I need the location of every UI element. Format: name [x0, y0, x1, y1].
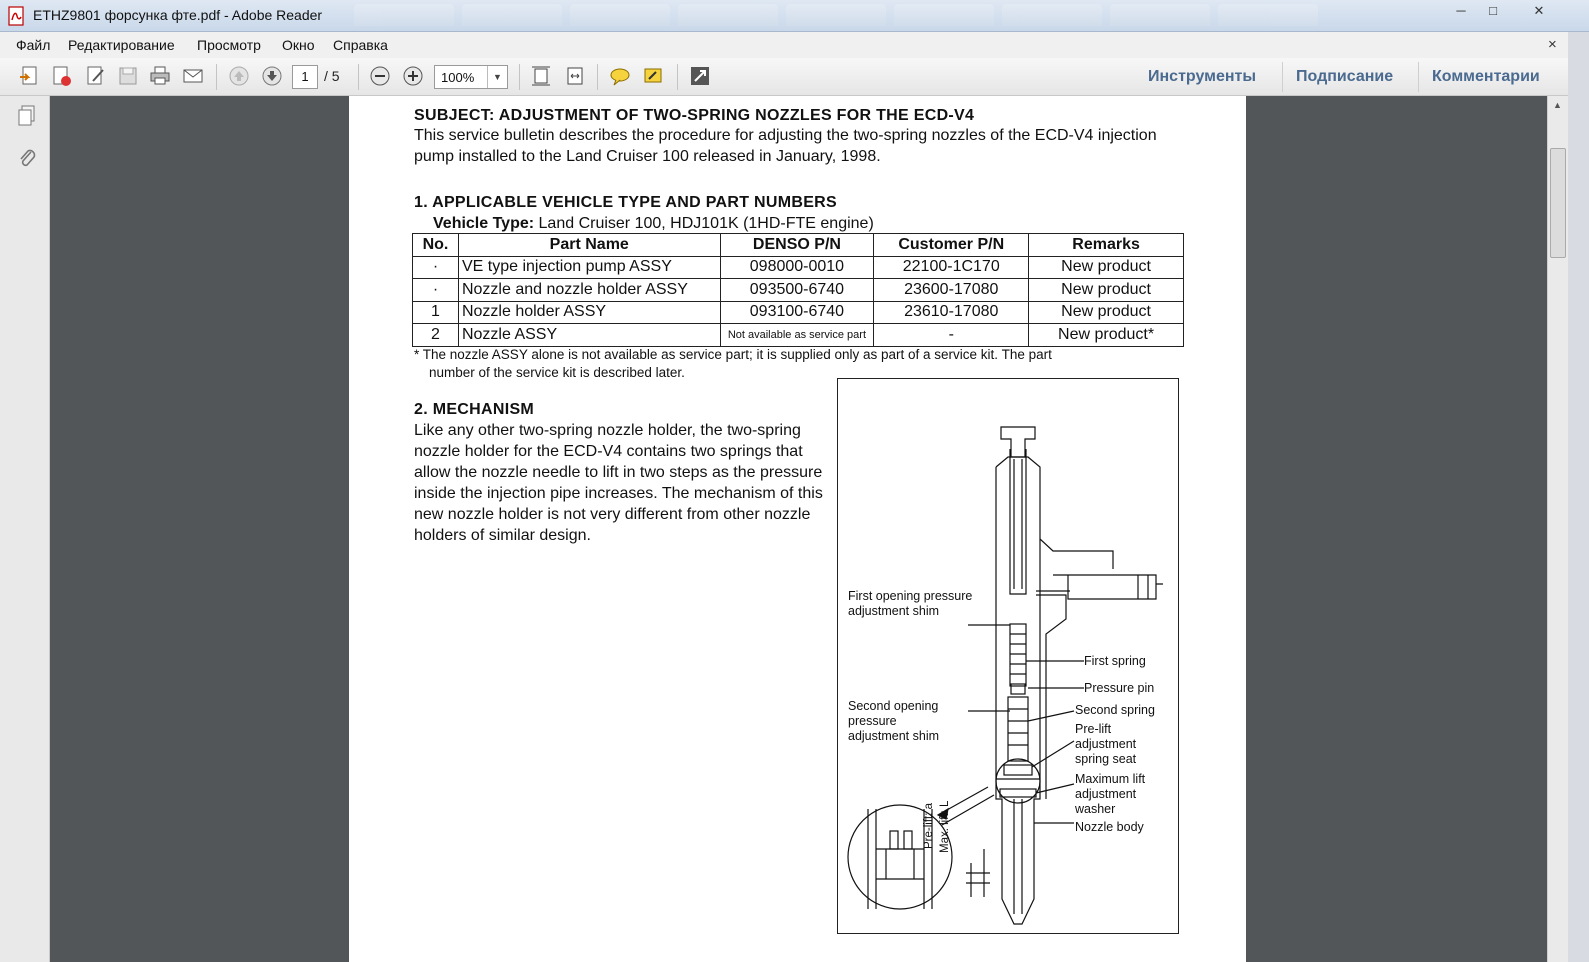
page-thumbnails-icon[interactable]: [16, 104, 38, 128]
menu-window[interactable]: Окно: [282, 37, 315, 53]
table-cell: VE type injection pump ASSY: [458, 256, 720, 279]
navigation-pane: [0, 96, 50, 962]
menu-view[interactable]: Просмотр: [197, 37, 261, 53]
pdf-page: [349, 96, 1246, 962]
toolbar: [0, 58, 1589, 96]
scroll-up-arrow-icon[interactable]: ▲: [1553, 100, 1562, 110]
table-cell: Nozzle holder ASSY: [458, 301, 720, 324]
table-cell: 093100-6740: [720, 301, 874, 324]
table-cell: 23610-17080: [874, 301, 1029, 324]
table-cell: 1: [413, 301, 459, 324]
table-cell: ·: [413, 256, 459, 279]
label-second-spring: Second spring: [1075, 703, 1155, 717]
next-page-icon[interactable]: [260, 64, 284, 88]
label-max-lift: Max. lift: L: [939, 800, 951, 853]
footnote-line: * The nozzle ASSY alone is not available as service part; it is supplied only as part of a service kit. The part: [414, 347, 1052, 362]
intro-paragraph: This service bulletin describes the procedure for adjusting the two-spring nozzles of the ECD-V4 injection pump installed to the Land Cruiser 100 released in January, 1998.: [414, 127, 1157, 165]
label-max-lift-washer: Maximum lift adjustment washer: [1075, 772, 1146, 816]
zoom-select[interactable]: [434, 65, 508, 89]
label-first-spring: First spring: [1084, 654, 1146, 668]
title-bar: [0, 0, 1589, 32]
table-header: Part Name: [458, 234, 720, 257]
attachments-icon[interactable]: [16, 146, 38, 170]
subject-heading: SUBJECT: ADJUSTMENT OF TWO-SPRING NOZZLES FOR THE ECD-V4: [414, 107, 975, 124]
vehicle-type-line: [433, 213, 874, 234]
table-footnote: [414, 346, 1154, 382]
window-title: ETHZ9801 форсунка фте.pdf - Adobe Reader: [33, 7, 323, 23]
email-icon[interactable]: [181, 64, 205, 88]
menu-help[interactable]: Справка: [333, 37, 388, 53]
table-cell: New product: [1029, 279, 1184, 302]
mechanism-paragraph: Like any other two-spring nozzle holder, the two-spring nozzle holder for the ECD-V4 contains two springs that allow the nozzle needle to lift in two steps as the pressure inside the injection pipe increases. The mechanism of this new nozzle holder is not very different from other nozzle holders of similar design.: [414, 422, 823, 544]
toolbar-divider: [1418, 62, 1419, 92]
window-edge: [1568, 32, 1589, 962]
vehicle-type-value: Land Cruiser 100, HDJ101K (1HD-FTE engine): [534, 215, 874, 232]
table-cell: ·: [413, 279, 459, 302]
toolbar-separator: [677, 64, 678, 90]
taskbar-ghost-tabs: [350, 2, 1430, 28]
highlight-icon[interactable]: [641, 64, 665, 88]
parts-table: [412, 233, 1184, 347]
table-header: No.: [413, 234, 459, 257]
table-cell: 098000-0010: [720, 256, 874, 279]
toolbar-separator: [358, 64, 359, 90]
table-cell: 093500-6740: [720, 279, 874, 302]
table-cell: Nozzle ASSY: [458, 324, 720, 347]
fullscreen-icon[interactable]: [688, 64, 712, 88]
close-button[interactable]: ✕: [1533, 3, 1545, 18]
zoom-value: 100%: [441, 70, 475, 85]
chevron-down-icon[interactable]: ▼: [487, 66, 507, 88]
toolbar-separator: [597, 64, 598, 90]
sign-pane-link[interactable]: Подписание: [1296, 68, 1394, 85]
toolbar-separator: [519, 64, 520, 90]
table-cell: New product: [1029, 256, 1184, 279]
open-file-icon[interactable]: [18, 64, 42, 88]
label-pressure-pin: Pressure pin: [1084, 681, 1155, 695]
scrollbar-thumb[interactable]: [1550, 148, 1566, 258]
vertical-scrollbar[interactable]: [1547, 96, 1568, 962]
toolbar-separator: [216, 64, 217, 90]
table-cell: 23600-17080: [874, 279, 1029, 302]
table-header-row: [413, 234, 1184, 257]
fit-width-icon[interactable]: [563, 64, 587, 88]
table-header: Remarks: [1029, 234, 1184, 257]
table-row: [413, 301, 1184, 324]
menu-bar: [0, 32, 1589, 58]
save-icon[interactable]: [116, 64, 140, 88]
comment-pane-link[interactable]: Комментарии: [1432, 68, 1540, 85]
footnote-line: number of the service kit is described later.: [429, 365, 685, 380]
tools-pane-link[interactable]: Инструменты: [1148, 68, 1257, 85]
create-pdf-icon[interactable]: [50, 64, 74, 88]
table-header: DENSO P/N: [720, 234, 874, 257]
table-cell: 22100-1C170: [874, 256, 1029, 279]
toolbar-divider: [1282, 62, 1283, 92]
fit-page-icon[interactable]: [529, 64, 553, 88]
previous-page-icon[interactable]: [227, 64, 251, 88]
document-viewport[interactable]: [50, 96, 1547, 962]
close-document-button[interactable]: ×: [1548, 36, 1557, 53]
table-cell: -: [874, 324, 1029, 347]
page-number-input[interactable]: 1: [292, 65, 318, 89]
label-second-shim: Second opening pressure adjustment shim: [848, 699, 940, 743]
minimize-button[interactable]: ─: [1456, 3, 1466, 18]
section-2-heading: 2. MECHANISM: [414, 401, 535, 418]
table-row: [413, 279, 1184, 302]
pdf-file-icon: [8, 6, 26, 26]
table-cell: Not available as service part: [720, 324, 874, 347]
table-header: Customer P/N: [874, 234, 1029, 257]
label-prelift: Pre-lift: a: [923, 802, 935, 849]
nozzle-holder-diagram: [837, 378, 1179, 934]
table-cell: 2: [413, 324, 459, 347]
label-nozzle-body: Nozzle body: [1075, 820, 1144, 834]
menu-file[interactable]: Файл: [16, 37, 51, 53]
edit-document-icon[interactable]: [84, 64, 108, 88]
vehicle-type-label: Vehicle Type:: [433, 215, 535, 232]
print-icon[interactable]: [148, 64, 172, 88]
label-prelift-seat: Pre-lift adjustment spring seat: [1075, 722, 1137, 766]
page-total: / 5: [324, 68, 340, 84]
table-cell: Nozzle and nozzle holder ASSY: [458, 279, 720, 302]
comment-icon[interactable]: [608, 64, 632, 88]
zoom-out-icon[interactable]: [368, 64, 392, 88]
section-1-heading: 1. APPLICABLE VEHICLE TYPE AND PART NUMBERS: [414, 194, 838, 211]
label-first-shim: First opening pressure adjustment shim: [848, 589, 973, 618]
table-cell: New product: [1029, 301, 1184, 324]
table-row: [413, 324, 1184, 347]
zoom-in-icon[interactable]: [401, 64, 425, 88]
maximize-button[interactable]: □: [1489, 3, 1497, 18]
table-row: [413, 256, 1184, 279]
menu-edit[interactable]: Редактирование: [68, 37, 175, 53]
table-cell: New product*: [1029, 324, 1184, 347]
